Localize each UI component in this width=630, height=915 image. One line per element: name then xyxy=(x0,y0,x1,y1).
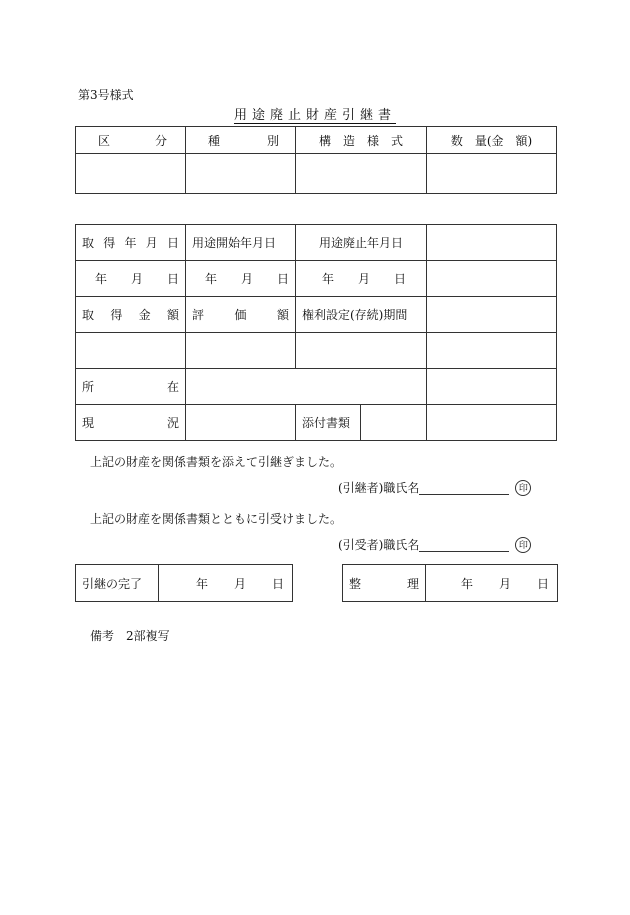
quantity-cell[interactable] xyxy=(427,154,557,194)
blank-cell[interactable] xyxy=(427,297,557,333)
status-label: 現 況 xyxy=(76,405,186,441)
header-structure: 構 造 様 式 xyxy=(296,127,427,154)
transferor-signature xyxy=(338,479,531,496)
table-row xyxy=(76,261,557,297)
status-cell[interactable] xyxy=(186,405,296,441)
table-row xyxy=(76,154,557,194)
blank-cell[interactable] xyxy=(427,225,557,261)
table-row xyxy=(76,225,557,261)
header-category: 区 分 xyxy=(76,127,186,154)
acquire-amount-cell[interactable] xyxy=(76,333,186,369)
table-row xyxy=(76,369,557,405)
transfer-statement: 上記の財産を関係書類を添えて引継ぎました。 xyxy=(90,455,343,469)
type-cell[interactable] xyxy=(186,154,296,194)
seal-icon: 印 xyxy=(515,537,531,553)
rights-period-cell[interactable] xyxy=(296,333,427,369)
table-header-row xyxy=(76,127,557,154)
table-row xyxy=(76,297,557,333)
table-row xyxy=(76,405,557,441)
use-end-label: 用途廃止年月日 xyxy=(296,225,427,261)
receive-statement: 上記の財産を関係書類とともに引受けました。 xyxy=(90,512,343,526)
use-start-cell[interactable]: 年 月 日 xyxy=(186,261,296,297)
valuation-label: 評 価 額 xyxy=(186,297,296,333)
attachment-label: 添付書類 xyxy=(296,405,361,441)
acquire-date-label: 取 得 年 月 日 xyxy=(76,225,186,261)
valuation-cell[interactable] xyxy=(186,333,296,369)
use-end-cell[interactable]: 年 月 日 xyxy=(296,261,427,297)
transferor-label: (引継者)職氏名 xyxy=(338,481,420,495)
arrangement-box xyxy=(342,564,558,602)
property-detail-table xyxy=(75,224,557,441)
rights-period-label: 権利設定(存続)期間 xyxy=(296,297,427,333)
arrangement-label: 整 理 xyxy=(343,565,426,601)
structure-cell[interactable] xyxy=(296,154,427,194)
receiver-label: (引受者)職氏名 xyxy=(338,538,420,552)
completion-label: 引継の完了 xyxy=(76,565,159,601)
blank-cell[interactable] xyxy=(427,261,557,297)
category-cell[interactable] xyxy=(76,154,186,194)
header-quantity: 数 量(金 額) xyxy=(427,127,557,154)
location-cell[interactable] xyxy=(186,369,427,405)
acquire-amount-label: 取 得 金 額 xyxy=(76,297,186,333)
blank-cell[interactable] xyxy=(427,333,557,369)
use-start-label: 用途開始年月日 xyxy=(186,225,296,261)
completion-date-field[interactable]: 年 月 日 xyxy=(195,576,284,591)
document-title xyxy=(0,104,630,123)
acquire-date-cell[interactable]: 年 月 日 xyxy=(76,261,186,297)
seal-icon: 印 xyxy=(515,480,531,496)
completion-box xyxy=(75,564,293,602)
blank-cell[interactable] xyxy=(427,405,557,441)
document-title-text: 用途廃止財産引継書 xyxy=(233,108,396,123)
attachment-cell[interactable] xyxy=(361,405,427,441)
arrangement-date-field[interactable]: 年 月 日 xyxy=(460,576,549,591)
receiver-signature xyxy=(338,536,531,553)
receiver-name-field[interactable] xyxy=(419,537,509,552)
location-label: 所 在 xyxy=(76,369,186,405)
property-summary-table xyxy=(75,126,557,194)
blank-cell[interactable] xyxy=(427,369,557,405)
form-number: 第3号様式 xyxy=(78,88,134,102)
header-type: 種 別 xyxy=(186,127,296,154)
transferor-name-field[interactable] xyxy=(419,480,509,495)
remarks-note: 備考 2部複写 xyxy=(90,629,170,643)
table-row xyxy=(76,333,557,369)
